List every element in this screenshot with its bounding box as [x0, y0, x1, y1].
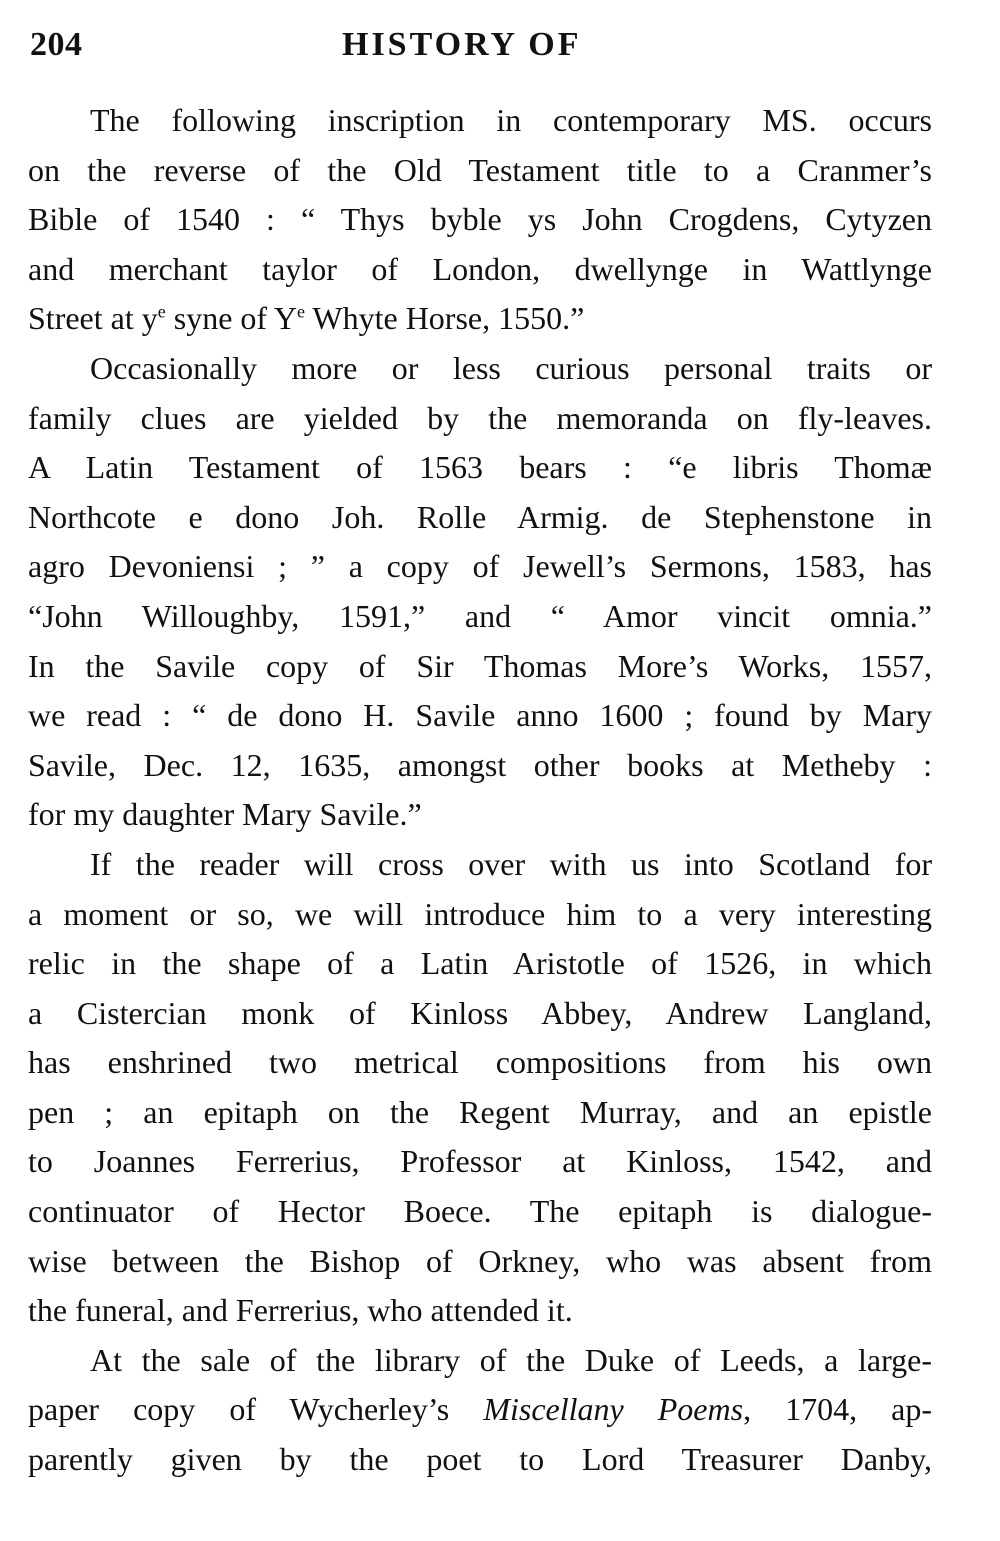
text-line: A Latin Testament of 1563 bears : “e libris Thomæ: [28, 449, 932, 486]
text-line: Northcote e dono Joh. Rolle Armig. de Stephenstone in: [28, 498, 932, 535]
text-line: Occasionally more or less curious personal traits or: [90, 349, 932, 386]
text-fragment: Whyte Horse, 1550.”: [304, 300, 585, 337]
text-line: we read : “ de dono H. Savile anno 1600 ; found by Mary: [28, 697, 932, 734]
page-header: [30, 26, 930, 74]
text-line: family clues are yielded by the memoranda on fly-leaves.: [28, 399, 932, 436]
text-line: wise between the Bishop of Orkney, who was absent from: [28, 1242, 932, 1279]
text-line: The following inscription in contemporary MS. occurs: [90, 102, 932, 138]
text-line: In the Savile copy of Sir Thomas More’s Works, 1557,: [28, 647, 932, 684]
text-fragment: Street at y: [28, 300, 158, 337]
page-number: 204: [30, 26, 83, 63]
text-line: the funeral, and Ferrerius, who attended it.: [28, 1292, 573, 1329]
text-line: agro Devoniensi ; ” a copy of Jewell’s Sermons, 1583, has: [28, 548, 932, 585]
text-line: a moment or so, we will introduce him to a very interesting: [28, 895, 932, 932]
text-line: If the reader will cross over with us into Scotland for: [90, 845, 932, 882]
text-line: a Cistercian monk of Kinloss Abbey, Andrew Langland,: [28, 994, 932, 1031]
text-line: relic in the shape of a Latin Aristotle of 1526, in which: [28, 945, 932, 982]
text-line: Bible of 1540 : “ Thys byble ys John Crogdens, Cytyzen: [28, 201, 932, 238]
text-fragment: , 1704, ap-: [743, 1391, 933, 1428]
text-line: pen ; an epitaph on the Regent Murray, and an epistle: [28, 1093, 932, 1130]
text-fragment: paper copy of Wycherley’s: [28, 1391, 484, 1428]
text-line: At the sale of the library of the Duke of Leeds, a large-: [90, 1341, 932, 1378]
text-line: “John Willoughby, 1591,” and “ Amor vincit omnia.”: [28, 597, 932, 634]
text-line: has enshrined two metrical compositions from his own: [28, 1044, 932, 1081]
superscript: e: [157, 301, 166, 322]
text-line: Savile, Dec. 12, 1635, amongst other books at Metheby :: [28, 746, 932, 783]
body-text: [28, 96, 932, 1485]
text-line: and merchant taylor of London, dwellynge in Wattlynge: [28, 250, 932, 287]
text-line: [28, 294, 932, 344]
text-line: to Joannes Ferrerius, Professor at Kinloss, 1542, and: [28, 1143, 932, 1180]
text-line: parently given by the poet to Lord Treasurer Danby,: [28, 1441, 932, 1478]
text-line: continuator of Hector Boece. The epitaph is dialogue-: [28, 1193, 932, 1230]
running-head: HISTORY OF: [342, 26, 582, 63]
text-line: on the reverse of the Old Testament title to a Cranmer’s: [28, 151, 932, 188]
text-line: for my daughter Mary Savile.”: [28, 796, 422, 833]
superscript: e: [296, 301, 305, 322]
book-title: Miscellany Poems: [483, 1391, 744, 1428]
text-line: [28, 1385, 932, 1435]
text-fragment: syne of Y: [165, 300, 297, 337]
